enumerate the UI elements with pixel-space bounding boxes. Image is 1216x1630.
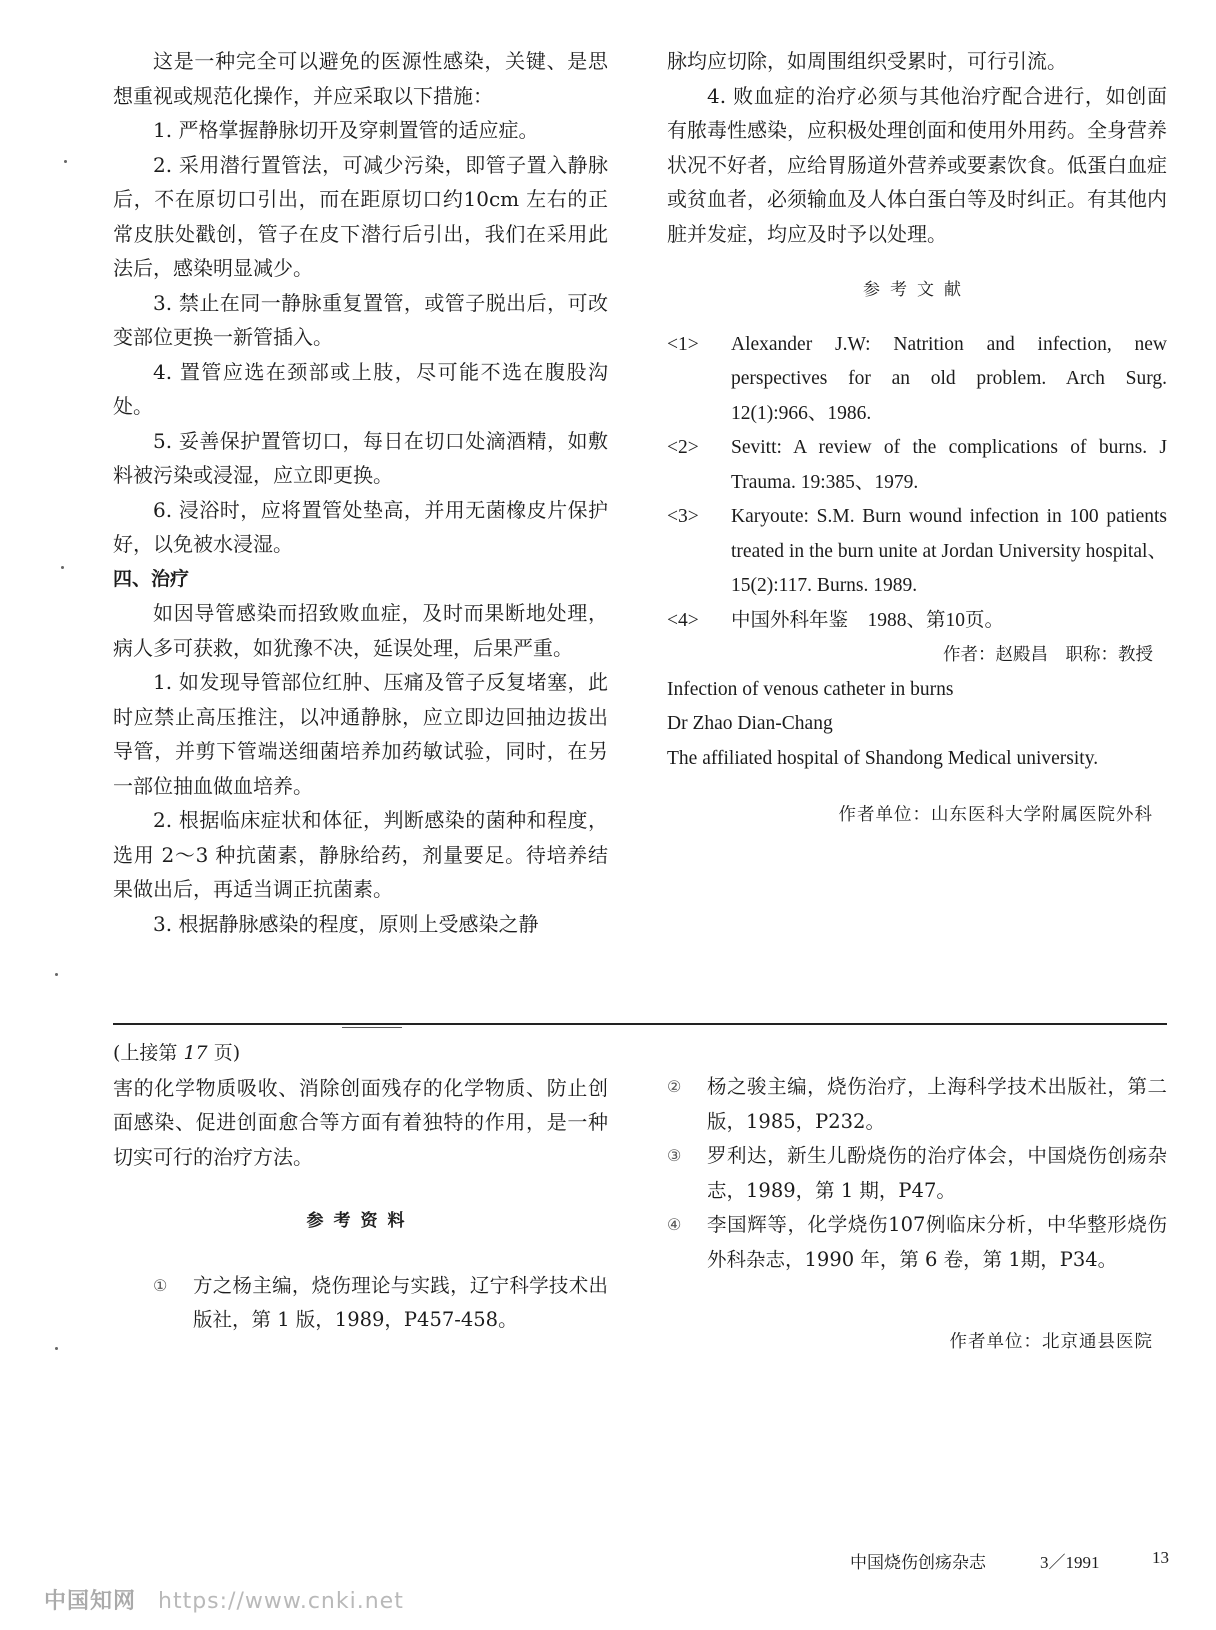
paragraph: 4. 败血症的治疗必须与其他治疗配合进行，如创面有脓毒性感染，应积极处理创面和使用外用药。全身营养状况不好者，应给胃肠道外营养或要素饮食。低蛋白血症或贫血者，必须输血及人体白蛋白等及时纠正。有其他内脏并发症，均应及时予以处理。 bbox=[667, 83, 1167, 246]
measure-item: 2. 采用潜行置管法，可减少污染，即管子置入静脉后，不在原切口引出，而在距原切口约10cm 左右的正常皮肤处戳创，管子在皮下潜行后引出，我们在采用此法后，感染明显减少。 bbox=[113, 152, 608, 280]
english-author: Dr Zhao Dian-Chang bbox=[667, 713, 833, 734]
measure-item: 3. 禁止在同一静脉重复置管，或管子脱出后，可改变部位更换一新管插入。 bbox=[113, 290, 608, 349]
measure-item: 6. 浸浴时，应将置管处垫高，并用无菌橡皮片保护好，以免被水浸湿。 bbox=[113, 497, 608, 556]
reference-number: <2> bbox=[667, 437, 699, 458]
measure-item: 1. 严格掌握静脉切开及穿刺置管的适应症。 bbox=[153, 118, 539, 142]
bibliography-entry bbox=[667, 1139, 1167, 1208]
bibliography-number: ② bbox=[667, 1077, 682, 1096]
continuation-suffix: 页) bbox=[213, 1042, 241, 1064]
reference-entry bbox=[667, 431, 1167, 500]
reference-text: Karyoute: S.M. Burn wound infection in 100 patients treated in the burn unite at Jordan University hospital、15(2):117. Burns. 1989. bbox=[731, 506, 1167, 596]
continuation-page: 17 bbox=[177, 1042, 214, 1064]
watermark-url: https://www.cnki.net bbox=[158, 1589, 404, 1614]
reference-text: Alexander J.W: Natrition and infection, new perspectives for an old problem. Arch Surg. 12(1):966、1986. bbox=[731, 333, 1167, 424]
cnki-watermark bbox=[44, 1584, 404, 1615]
bibliography-entry bbox=[667, 1070, 1167, 1139]
author-unit: 作者单位：山东医科大学附属医院外科 bbox=[838, 805, 1153, 825]
treatment-item: 3. 根据静脉感染的程度，原则上受感染之静 bbox=[153, 911, 539, 936]
scan-speck bbox=[64, 160, 67, 163]
article-divider bbox=[113, 1023, 1167, 1025]
reference-number: <1> bbox=[667, 333, 699, 355]
continued-article-left bbox=[113, 1036, 608, 1338]
bibliography-number: ③ bbox=[667, 1146, 682, 1165]
reference-text: Sevitt: A review of the complications of burns. J Trauma. 19:385、1979. bbox=[731, 437, 1167, 493]
bibliography-text: 杨之骏主编，烧伤治疗，上海科学技术出版社，第二版，1985，P232。 bbox=[707, 1075, 1167, 1133]
bibliography-list bbox=[113, 1269, 608, 1338]
watermark-brand: 中国知网 bbox=[44, 1589, 137, 1614]
paragraph: 如因导管感染而招致败血症，及时而果断地处理，病人多可获救，如犹豫不决，延误处理，后果严重。 bbox=[113, 601, 608, 660]
bibliography-text: 李国辉等，化学烧伤107例临床分析，中华整形烧伤外科杂志，1990 年，第 6 卷，第 1期，P34。 bbox=[707, 1213, 1167, 1271]
reference-entry bbox=[667, 328, 1167, 432]
paragraph: 这是一种完全可以避免的医源性感染，关键、是思想重视或规范化操作，并应采取以下措施： bbox=[113, 49, 608, 108]
page-number: 13 bbox=[1152, 1548, 1169, 1567]
reference-text: 中国外科年鉴 1988、第10页。 bbox=[731, 609, 1005, 631]
paragraph: 害的化学物质吸收、消除创面残存的化学物质、防止创面感染、促进创面愈合等方面有着独特的作用，是一种切实可行的治疗方法。 bbox=[113, 1075, 608, 1169]
bibliography-entry bbox=[667, 1208, 1167, 1277]
bibliography-number: ① bbox=[153, 1275, 168, 1295]
english-affiliation: The affiliated hospital of Shandong Medical university. bbox=[667, 747, 1099, 769]
paragraph: 脉均应切除，如周围组织受累时，可行引流。 bbox=[667, 49, 1067, 73]
reference-number: <4> bbox=[667, 609, 699, 631]
treatment-item: 1. 如发现导管部位红肿、压痛及管子反复堵塞，此时应禁止高压推注，以冲通静脉，应立即边回抽边拔出导管，并剪下管端送细菌培养加药敏试验，同时，在另一部位抽血做血培养。 bbox=[113, 670, 608, 798]
author-line: 作者：赵殿昌 职称：教授 bbox=[943, 645, 1153, 665]
english-title: Infection of venous catheter in burns bbox=[667, 678, 954, 700]
scan-speck bbox=[55, 973, 58, 976]
divider-mark bbox=[342, 1027, 402, 1028]
bibliography-text: 罗利达，新生儿酚烧伤的治疗体会，中国烧伤创疡杂志，1989，第 1 期，P47。 bbox=[707, 1144, 1167, 1202]
issue-number: 3／1991 bbox=[1040, 1553, 1100, 1572]
left-column bbox=[113, 44, 608, 941]
continuation-prefix: (上接第 bbox=[113, 1042, 178, 1064]
references-heading: 参考文献 bbox=[863, 280, 971, 300]
reference-entry bbox=[667, 500, 1167, 604]
measure-item: 4. 置管应选在颈部或上肢，尽可能不选在腹股沟处。 bbox=[113, 359, 608, 418]
bibliography-text: 方之杨主编，烧伤理论与实践，辽宁科学技术出版社，第 1 版，1989，P457-458。 bbox=[193, 1273, 608, 1331]
bibliography-entry bbox=[153, 1269, 608, 1338]
treatment-item: 2. 根据临床症状和体征，判断感染的菌种和程度，选用 2～3 种抗菌素，静脉给药，剂量要足。待培养结果做出后，再适当调正抗菌素。 bbox=[113, 808, 608, 901]
right-column bbox=[667, 44, 1167, 833]
reference-entry bbox=[667, 604, 1167, 639]
bibliography-number: ④ bbox=[667, 1215, 682, 1234]
journal-name: 中国烧伤创疡杂志 bbox=[850, 1553, 986, 1572]
author-unit: 作者单位：北京通县医院 bbox=[949, 1332, 1153, 1352]
scan-speck bbox=[55, 1347, 58, 1350]
measure-item: 5. 妥善保护置管切口，每日在切口处滴酒精，如敷料被污染或浸湿，应立即更换。 bbox=[113, 428, 608, 487]
continuation-note bbox=[113, 1036, 608, 1071]
section-heading: 四、治疗 bbox=[113, 567, 190, 590]
reference-number: <3> bbox=[667, 506, 699, 527]
scan-speck bbox=[61, 566, 64, 569]
bibliography-heading: 参考资料 bbox=[306, 1211, 415, 1231]
continued-article-right bbox=[667, 1070, 1167, 1360]
